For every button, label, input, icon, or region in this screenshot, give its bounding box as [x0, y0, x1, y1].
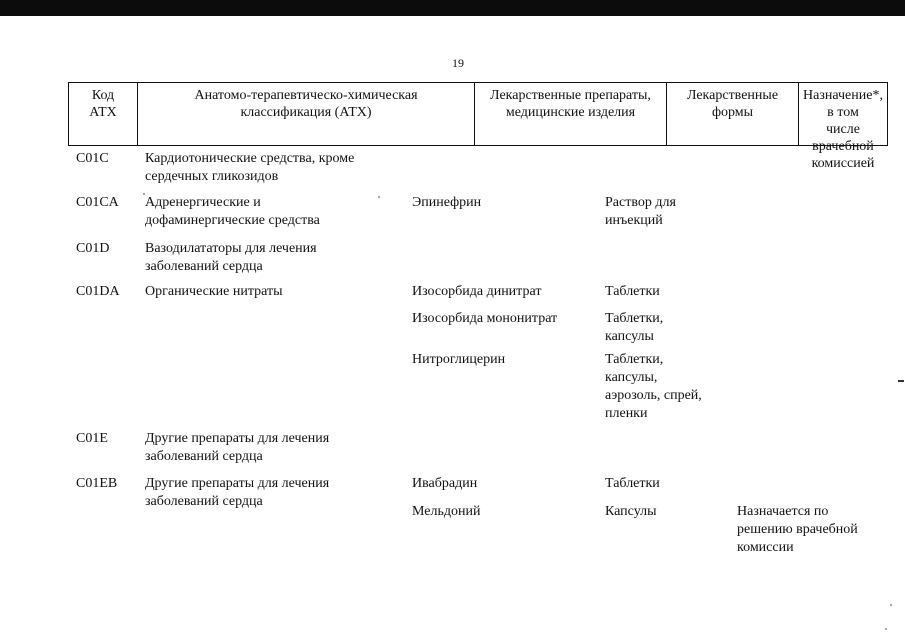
- row-classification: Адренергические и дофаминергические средства: [145, 195, 320, 228]
- row-drug: Изосорбида мононитрат: [412, 311, 558, 326]
- row-form: Таблетки, капсулы: [605, 311, 664, 344]
- header-atc-code: Код АТХ: [69, 83, 138, 145]
- scan-top-border: [0, 0, 905, 16]
- row-code: C01E: [76, 431, 108, 446]
- row-drug: Изосорбида динитрат: [412, 284, 542, 299]
- row-drug: Эпинефрин: [412, 195, 482, 210]
- row-classification: Другие препараты для лечения заболеваний сердца: [145, 476, 330, 509]
- header-drugs: Лекарственные препараты, медицинские изделия: [475, 83, 667, 145]
- row-code: C01D: [76, 241, 110, 256]
- row-code: C01DA: [76, 284, 120, 299]
- row-classification: Вазодилататоры для лечения заболеваний сердца: [145, 241, 317, 274]
- row-drug: Мельдоний: [412, 504, 481, 519]
- row-classification: Органические нитраты: [145, 284, 283, 299]
- row-classification: Кардиотонические средства, кроме сердечных гликозидов: [145, 151, 355, 184]
- row-classification: Другие препараты для лечения заболеваний сердца: [145, 431, 330, 464]
- row-form: Таблетки, капсулы, аэрозоль, спрей, пленки: [605, 352, 702, 421]
- row-form: Раствор для инъекций: [605, 195, 676, 228]
- row-form: Таблетки: [605, 476, 660, 491]
- row-form: Таблетки: [605, 284, 660, 299]
- scan-speck: [378, 196, 380, 198]
- row-form: Капсулы: [605, 504, 657, 519]
- header-prescription: Назначение*, в том числе врачебной комиссией: [803, 88, 883, 171]
- page-number: 19: [452, 56, 464, 70]
- scan-speck: [885, 628, 887, 630]
- row-code: C01CA: [76, 195, 119, 210]
- scan-speck: [143, 193, 145, 195]
- header-dosage-forms: Лекарственные формы: [667, 83, 799, 145]
- scan-speck: [890, 604, 892, 606]
- row-code: C01EB: [76, 476, 118, 491]
- row-drug: Нитроглицерин: [412, 352, 506, 367]
- row-drug: Ивабрадин: [412, 476, 478, 491]
- scan-margin-mark: [898, 380, 904, 382]
- row-note: Назначается по решению врачебной комиссии: [737, 504, 858, 555]
- row-code: C01C: [76, 151, 109, 166]
- header-atc-classification: Анатомо-терапевтическо-химическая классификация (АТХ): [138, 83, 475, 145]
